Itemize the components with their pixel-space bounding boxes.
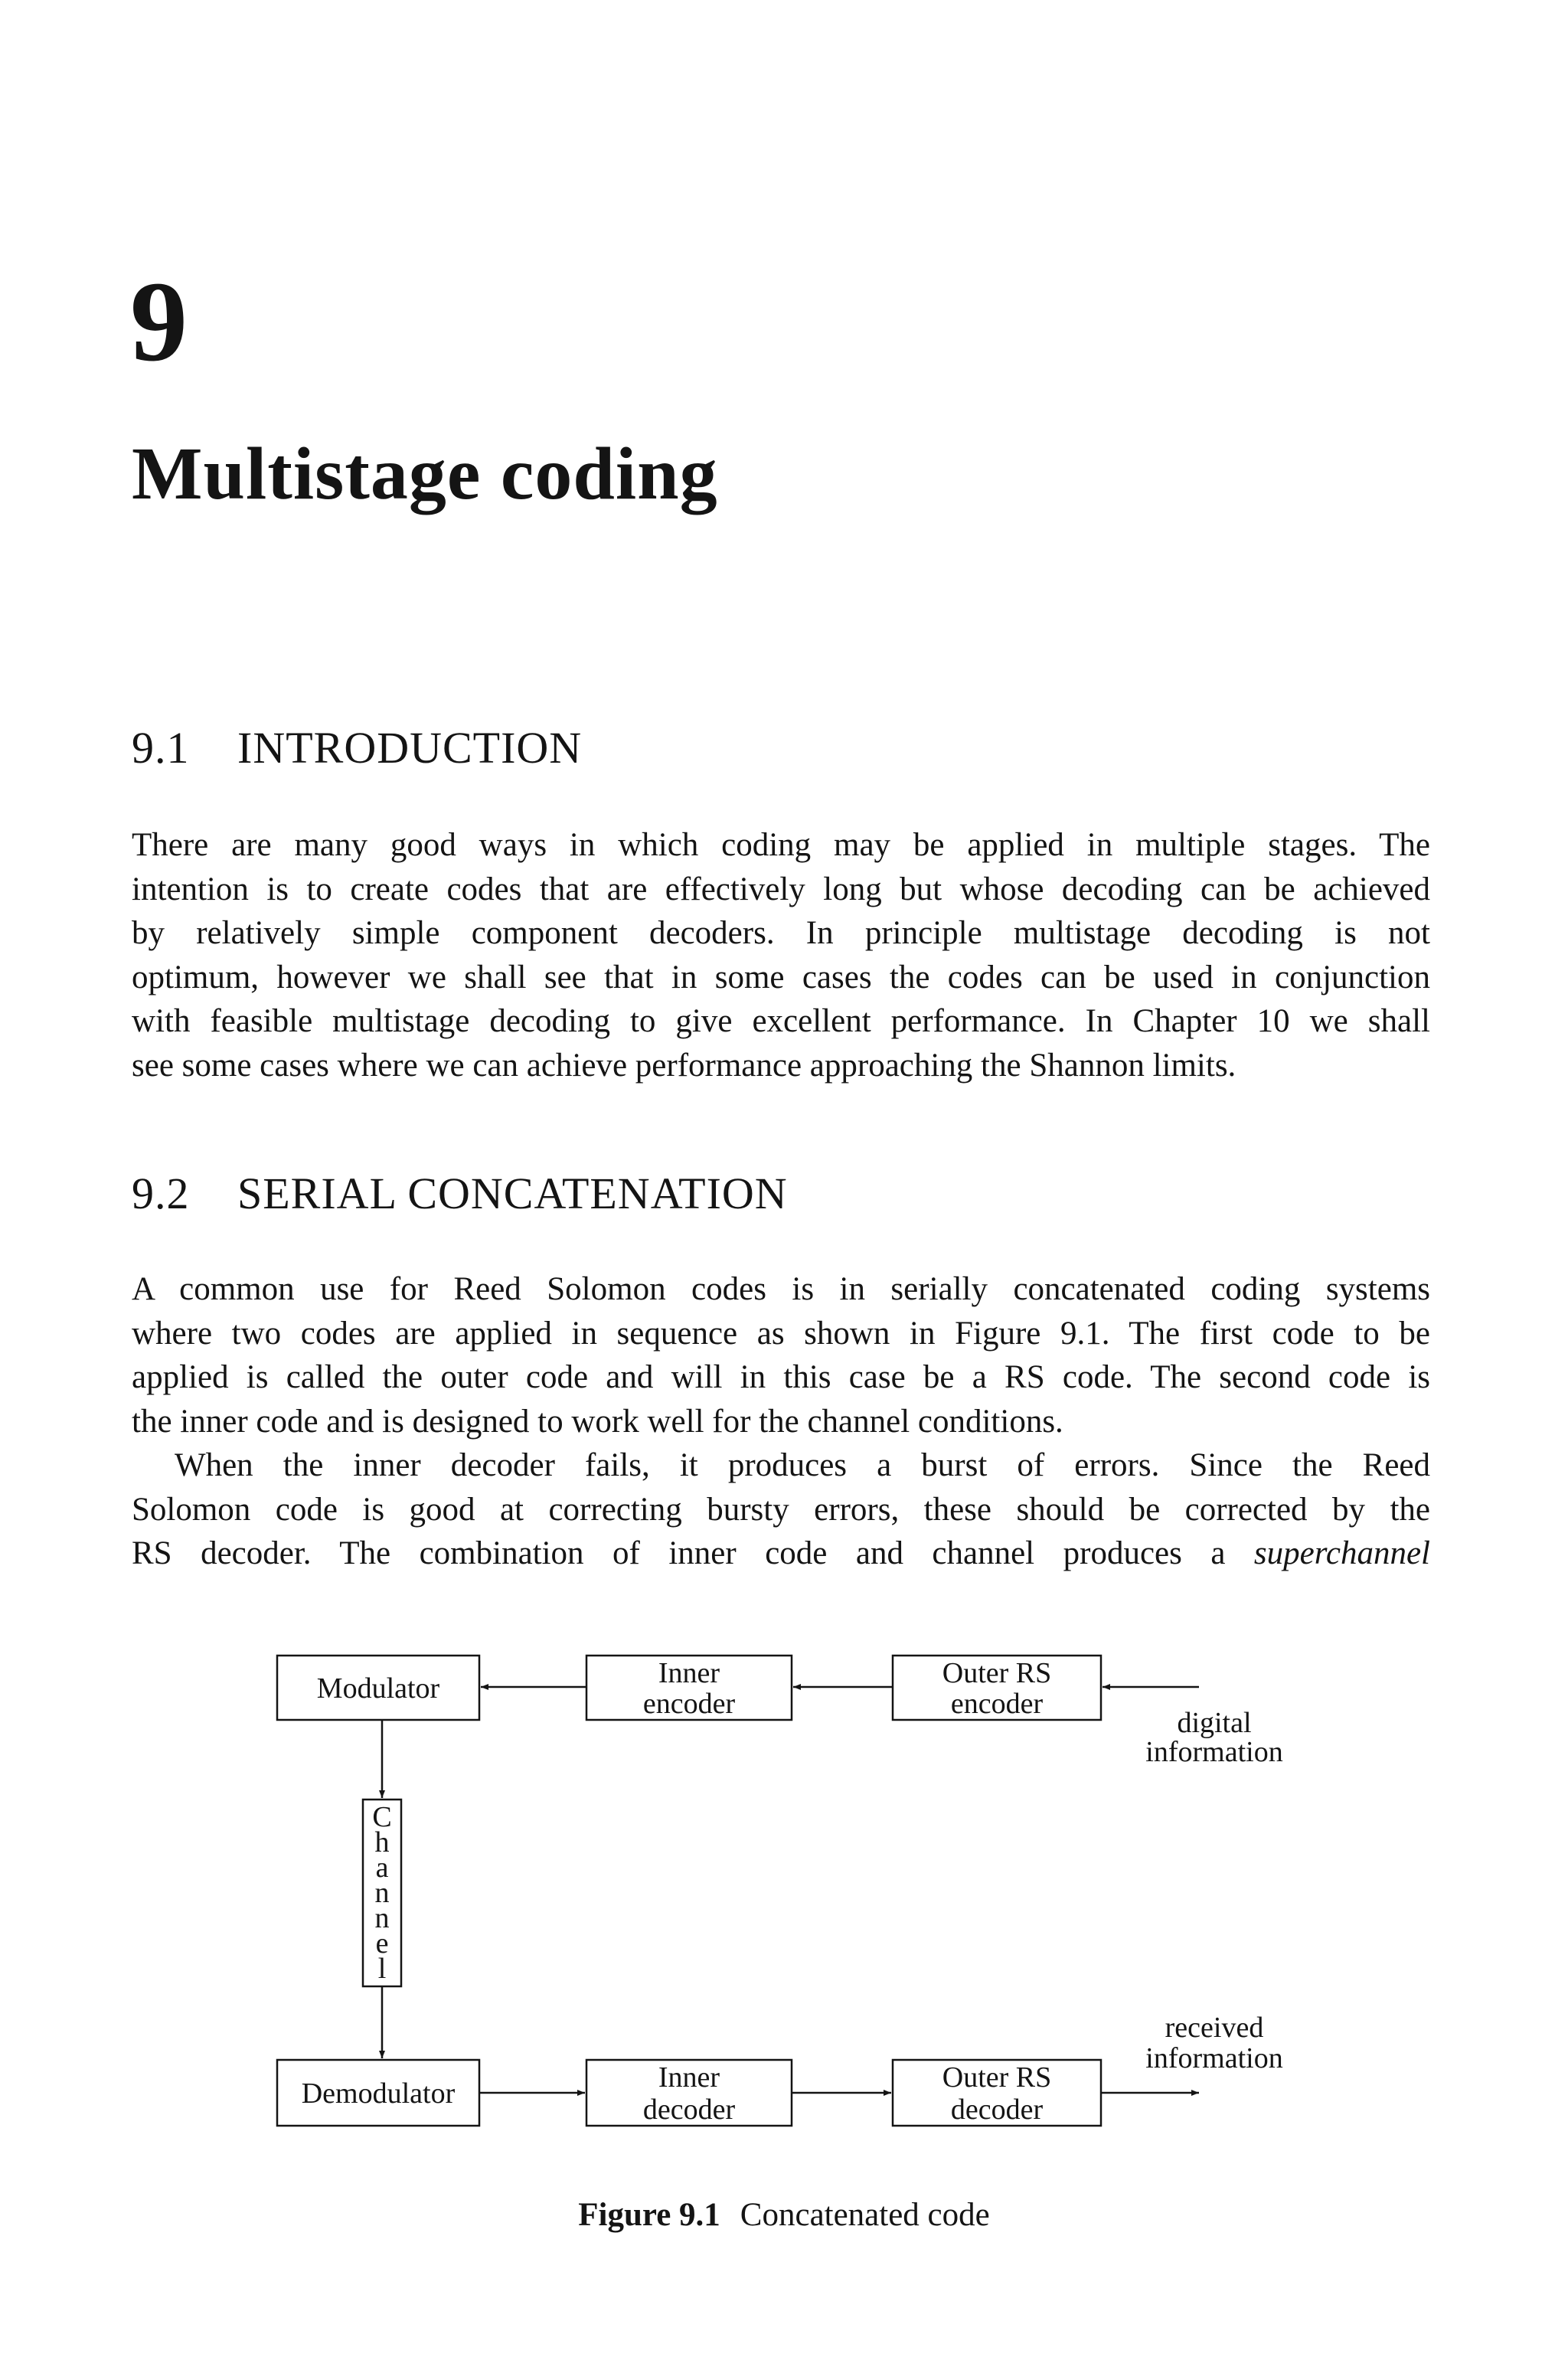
paragraph-introduction — [132, 823, 1430, 1087]
paragraph-serial-1 — [132, 1267, 1430, 1443]
section-heading-9-1 — [132, 723, 583, 773]
digital-information-label-1: digital — [1177, 1707, 1252, 1739]
inner-decoder-label-2: decoder — [642, 2094, 736, 2126]
figure-caption — [0, 2196, 1568, 2234]
text-line: When the inner decoder fails, it produces a burst of errors. Since the Reed — [175, 1447, 1430, 1483]
inner-decoder-label-1: Inner — [658, 2061, 720, 2094]
outer-rs-encoder-label-1: Outer RS — [942, 1657, 1052, 1689]
digital-information-label-2: information — [1145, 1736, 1283, 1768]
text-line: the inner code and is designed to work well for the channel conditions. — [132, 1403, 1063, 1440]
text-line: applied is called the outer code and will in this case be a RS code. The second code is — [132, 1359, 1430, 1395]
section-title: SERIAL CONCATENATION — [237, 1169, 788, 1218]
channel-letter: l — [377, 1953, 387, 1985]
chapter-number: 9 — [130, 258, 188, 385]
text-line: with feasible multistage decoding to give excellent performance. In Chapter 10 we shall — [132, 1003, 1430, 1039]
channel-letter: a — [375, 1852, 389, 1884]
outer-rs-decoder-label-2: decoder — [950, 2094, 1044, 2126]
chapter-title: Multistage coding — [132, 433, 718, 515]
figure-caption-label: Figure 9.1 — [578, 2197, 720, 2233]
text-line — [132, 1532, 1430, 1576]
received-information-label-2: information — [1145, 2042, 1283, 2074]
text-line: optimum, however we shall see that in some cases the codes can be used in conjunction — [132, 959, 1430, 995]
figure-caption-text: Concatenated code — [740, 2197, 990, 2233]
section-heading-9-2 — [132, 1169, 788, 1218]
section-title: INTRODUCTION — [237, 723, 583, 773]
text-line: There are many good ways in which coding may be applied in multiple stages. The — [132, 827, 1430, 863]
channel-letter: n — [374, 1877, 390, 1909]
section-number: 9.2 — [132, 1169, 190, 1218]
channel-letter: h — [374, 1826, 390, 1858]
text-line: by relatively simple component decoders. In principle multistage decoding is not — [132, 915, 1430, 951]
inner-encoder-label-2: encoder — [642, 1688, 736, 1720]
channel-letter: C — [372, 1801, 392, 1833]
text-line: where two codes are applied in sequence as shown in Figure 9.1. The first code to be — [132, 1315, 1430, 1352]
modulator-label: Modulator — [316, 1672, 440, 1705]
text-segment: RS decoder. The combination of inner code and channel produces a — [132, 1535, 1254, 1571]
channel-letter: n — [374, 1902, 390, 1934]
channel-letter: e — [375, 1927, 389, 1960]
demodulator-label: Demodulator — [301, 2077, 456, 2110]
italic-term: superchannel — [1253, 1535, 1430, 1571]
section-number: 9.1 — [132, 723, 190, 773]
outer-rs-encoder-label-2: encoder — [950, 1688, 1044, 1720]
inner-encoder-label-1: Inner — [658, 1657, 720, 1689]
received-information-label-1: received — [1165, 2012, 1264, 2044]
text-line: A common use for Reed Solomon codes is in serially concatenated coding systems — [132, 1271, 1430, 1307]
text-line: Solomon code is good at correcting bursty errors, these should be corrected by the — [132, 1491, 1430, 1528]
text-line: see some cases where we can achieve performance approaching the Shannon limits. — [132, 1047, 1236, 1084]
concatenated-code-figure — [0, 1623, 1568, 2205]
paragraph-serial-2 — [132, 1443, 1430, 1576]
text-line: intention is to create codes that are effectively long but whose decoding can be achieved — [132, 871, 1430, 907]
outer-rs-decoder-label-1: Outer RS — [942, 2061, 1052, 2094]
